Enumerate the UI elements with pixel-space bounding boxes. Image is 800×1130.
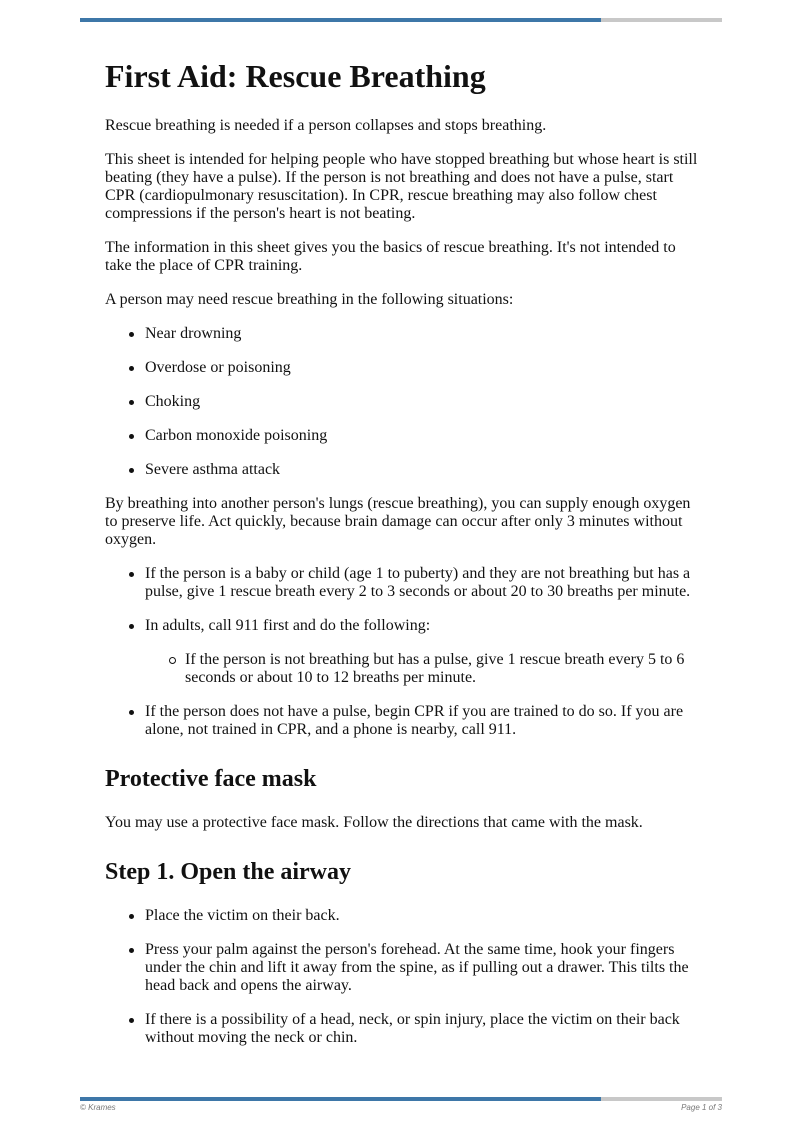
header-rule — [80, 18, 722, 22]
mask-paragraph: You may use a protective face mask. Follow the directions that came with the mask. — [105, 814, 643, 831]
list-item: Choking — [145, 393, 705, 411]
page-title: First Aid: Rescue Breathing — [105, 58, 486, 94]
step1-list — [105, 907, 705, 1047]
list-item: Overdose or poisoning — [145, 359, 705, 377]
list-item-text: In adults, call 911 first and do the following: — [145, 617, 431, 634]
header-rule-accent — [80, 18, 601, 22]
list-item: Carbon monoxide poisoning — [145, 427, 705, 445]
sub-list-item: If the person is not breathing but has a pulse, give 1 rescue breath every 5 to 6 seconds or about 10 to 12 breaths per minute. — [185, 651, 705, 687]
list-item: Near drowning — [145, 325, 705, 343]
adults-sublist — [145, 651, 705, 687]
list-item: If there is a possibility of a head, neck, or spin injury, place the victim on their back without moving the neck or chin. — [145, 1011, 705, 1047]
list-item: If the person does not have a pulse, begin CPR if you are trained to do so. If you are alone, not trained in CPR, and a phone is nearby, call 911. — [145, 703, 705, 739]
list-item — [145, 617, 705, 687]
intro-paragraph: A person may need rescue breathing in the following situations: — [105, 291, 514, 308]
list-item: Severe asthma attack — [145, 461, 705, 479]
page-number: Page 1 of 3 — [681, 1103, 722, 1112]
situations-list — [105, 325, 705, 479]
intro-paragraph: Rescue breathing is needed if a person collapses and stops breathing. — [105, 117, 547, 134]
copyright: © Krames — [80, 1103, 116, 1112]
list-item: Press your palm against the person's forehead. At the same time, hook your fingers under the chin and lift it away from the spine, as if pulling out a drawer. This tilts the head back and opens the airway. — [145, 941, 705, 995]
rates-list — [105, 565, 705, 739]
intro-paragraph: The information in this sheet gives you the basics of rescue breathing. It's not intended to take the place of CPR training. — [105, 239, 676, 274]
document-body — [105, 58, 705, 1063]
intro-paragraph: This sheet is intended for helping people who have stopped breathing but whose heart is still beating (they have a pulse). If the person is not breathing and does not have a pulse, start CPR (cardiopulmonary resuscitation). In CPR, rescue breathing may also follow chest compressions if the person's heart is not beating. — [105, 151, 698, 222]
footer-rule-accent — [80, 1097, 601, 1101]
oxygen-paragraph: By breathing into another person's lungs (rescue breathing), you can supply enough oxygen to preserve life. Act quickly, because brain damage can occur after only 3 minutes without oxygen. — [105, 495, 691, 548]
list-item: Place the victim on their back. — [145, 907, 705, 925]
section-heading: Protective face mask — [105, 766, 317, 792]
footer-rule — [80, 1097, 722, 1101]
section-heading: Step 1. Open the airway — [105, 859, 351, 885]
list-item: If the person is a baby or child (age 1 to puberty) and they are not breathing but has a pulse, give 1 rescue breath every 2 to 3 seconds or about 20 to 30 breaths per minute. — [145, 565, 705, 601]
